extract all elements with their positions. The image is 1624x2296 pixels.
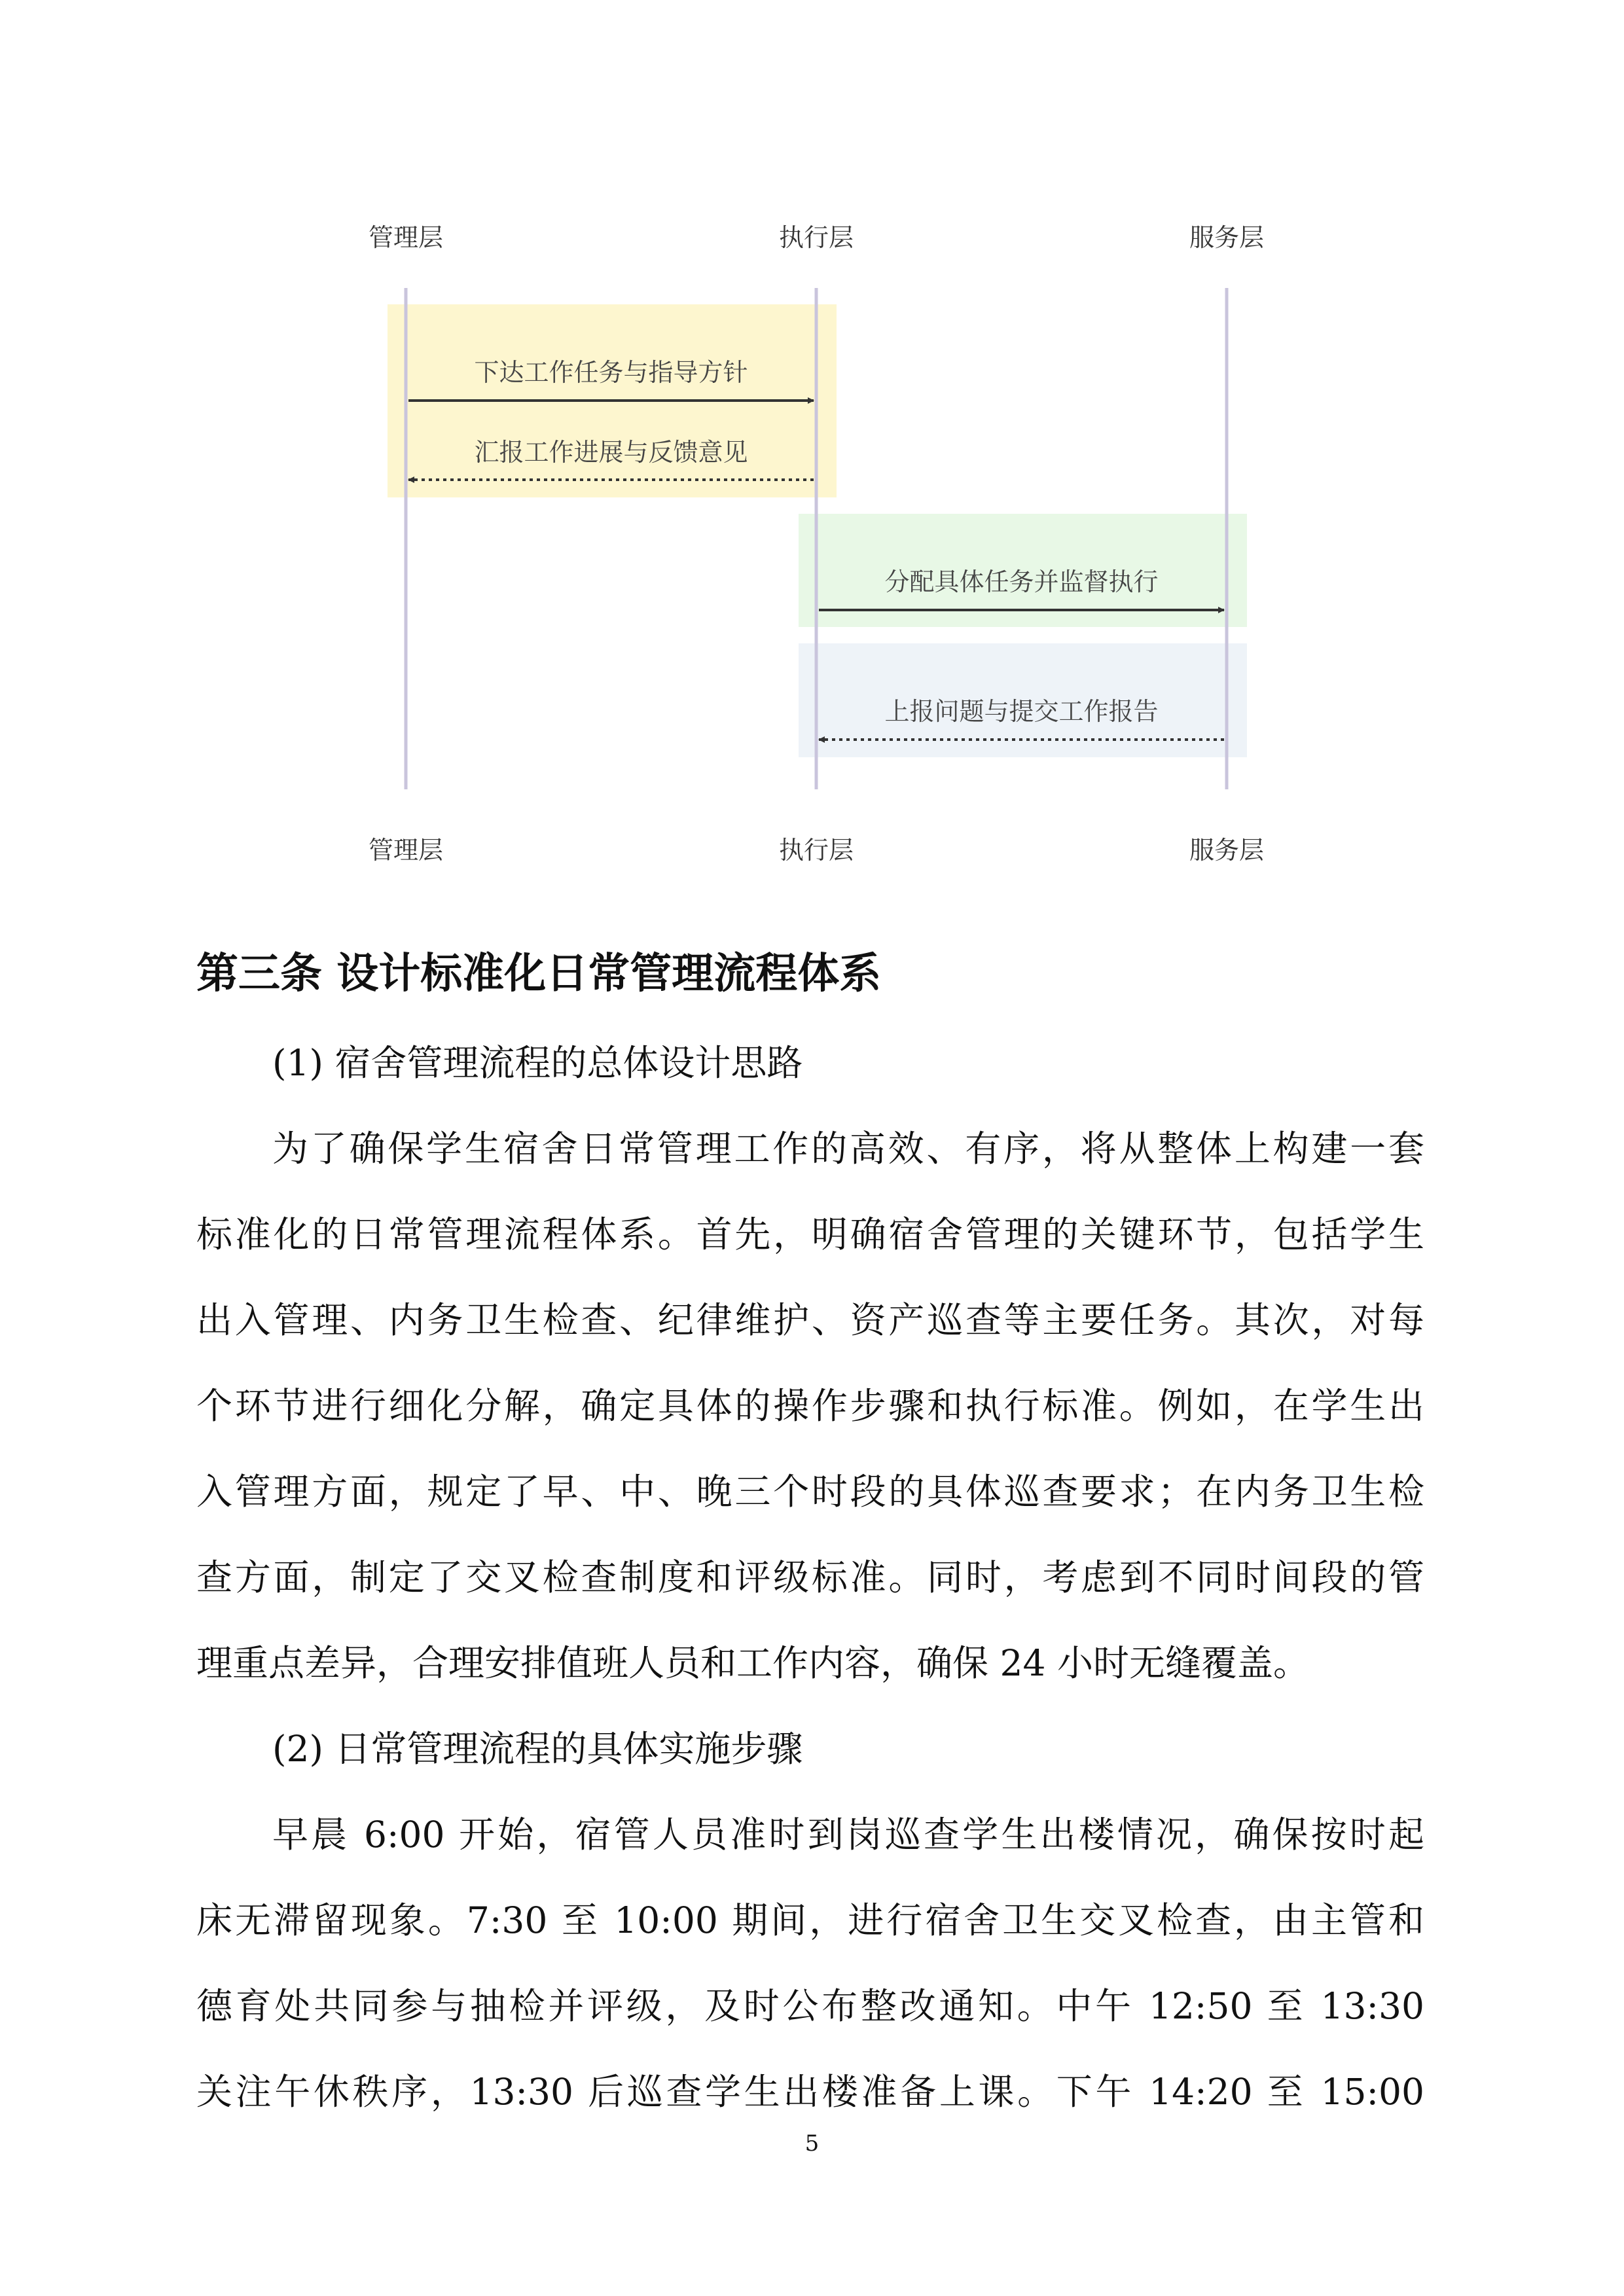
- paragraph-line: 查方面，制定了交叉检查制度和评级标准。同时，考虑到不同时间段的管: [196, 1556, 1424, 1598]
- body-text: [196, 1020, 1424, 2135]
- paragraph-line: 出入管理、内务卫生检查、纪律维护、资产巡查等主要任务。其次，对每: [196, 1299, 1424, 1341]
- paragraph-line: 德育处共同参与抽检并评级，及时公布整改通知。中午 12:50 至 13:30: [196, 1985, 1424, 2027]
- paragraph-line: 个环节进行细化分解，确定具体的操作步骤和执行标准。例如，在学生出: [196, 1385, 1424, 1427]
- message-label: 下达工作任务与指导方针: [474, 358, 748, 387]
- lane-label-top: 管理层: [368, 223, 443, 252]
- lane-label-top: 执行层: [778, 223, 854, 252]
- section-heading: 第三条 设计标准化日常管理流程体系: [196, 949, 882, 998]
- paragraph-line: 入管理方面，规定了早、中、晚三个时段的具体巡查要求；在内务卫生检: [196, 1471, 1424, 1513]
- message-label: 分配具体任务并监督执行: [884, 567, 1159, 596]
- paragraph-line: 早晨 6:00 开始，宿管人员准时到岗巡查学生出楼情况，确保按时起: [272, 1814, 1424, 1856]
- lane-label-bottom: 管理层: [368, 836, 443, 865]
- paragraph-line: 标准化的日常管理流程体系。首先，明确宿舍管理的关键环节，包括学生: [196, 1213, 1424, 1255]
- paragraph-line: 为了确保学生宿舍日常管理工作的高效、有序，将从整体上构建一套: [272, 1128, 1424, 1170]
- sequence-diagram: [0, 0, 1624, 916]
- lane-label-bottom: 服务层: [1189, 836, 1264, 865]
- page-number: 5: [804, 2130, 820, 2157]
- lane-label-bottom: 执行层: [778, 836, 854, 865]
- subheading: (2) 日常管理流程的具体实施步骤: [272, 1728, 803, 1770]
- paragraph-line: 床无滞留现象。7:30 至 10:00 期间，进行宿舍卫生交叉检查，由主管和: [196, 1899, 1424, 1941]
- message-label: 上报问题与提交工作报告: [884, 697, 1159, 726]
- paragraph-line: 关注午休秩序，13:30 后巡查学生出楼准备上课。下午 14:20 至 15:00: [196, 2071, 1424, 2113]
- lane-label-top: 服务层: [1189, 223, 1264, 252]
- subheading: (1) 宿舍管理流程的总体设计思路: [272, 1042, 803, 1084]
- paragraph-line: 理重点差异，合理安排值班人员和工作内容，确保 24 小时无缝覆盖。: [196, 1642, 1309, 1684]
- message-label: 汇报工作进展与反馈意见: [474, 438, 748, 467]
